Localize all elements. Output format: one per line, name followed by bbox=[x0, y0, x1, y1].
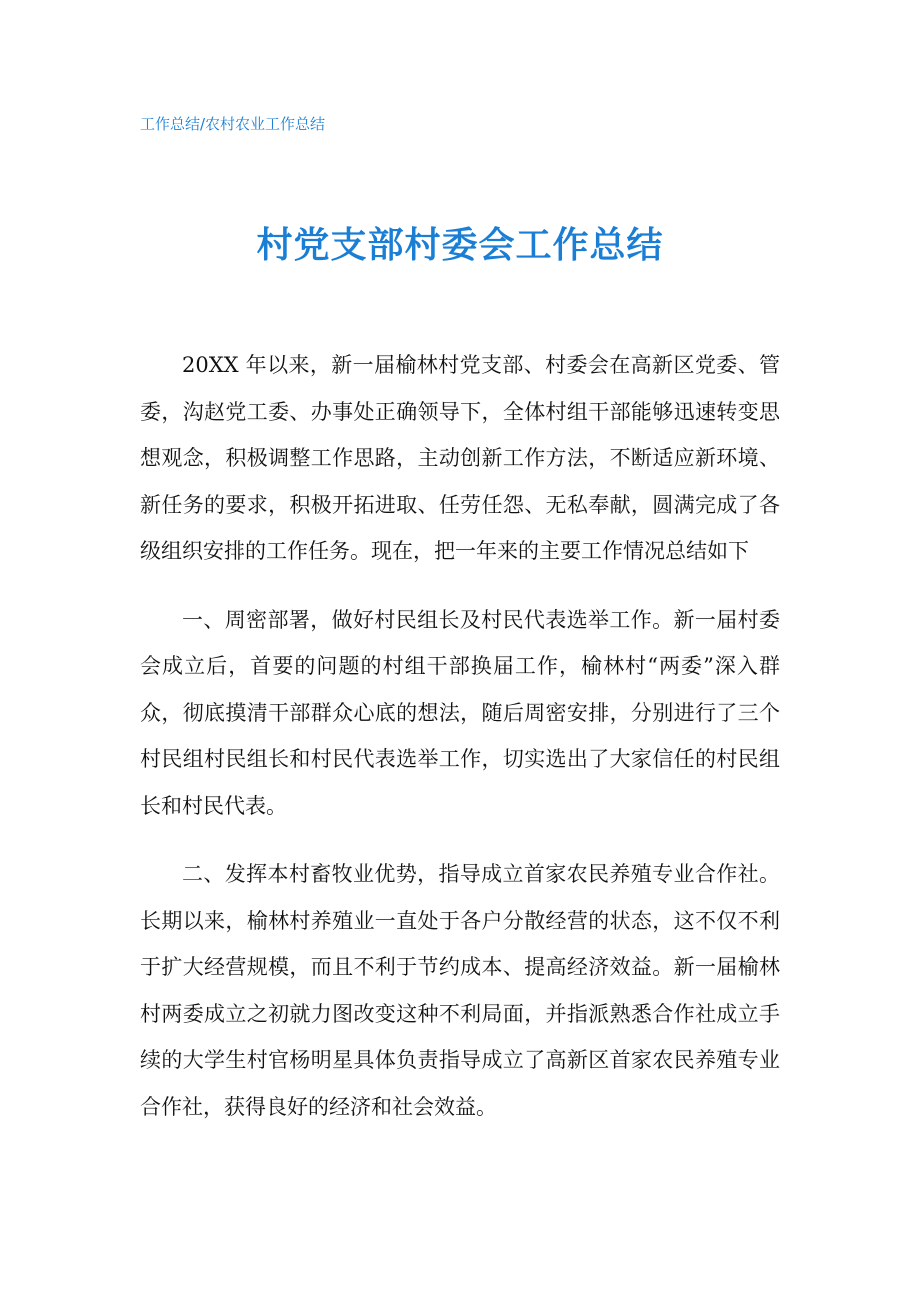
paragraph-intro: 20XX 年以来，新一届榆林村党支部、村委会在高新区党委、管委，沟赵党工委、办事处正确领导下，全体村组干部能够迅速转变思想观念，积极调整工作思路，主动创新工作方法，不断适应新环境、新任务的要求，积极开拓进取、任劳任怨、无私奉献，圆满完成了各级组织安排的工作任务。现在，把一年来的主要工作情况总结如下 bbox=[140, 353, 780, 563]
page-title: 村党支部村委会工作总结 bbox=[256, 225, 664, 266]
breadcrumb[interactable]: 工作总结/农村农业工作总结 bbox=[140, 115, 326, 133]
paragraph-section-1: 一、周密部署，做好村民组长及村民代表选举工作。新一届村委会成立后，首要的问题的村组干部换届工作，榆林村“两委”深入群众，彻底摸清干部群众心底的想法，随后周密安排，分别进行了三个村民组村民组长和村民代表选举工作，切实选出了大家信任的村民组长和村民代表。 bbox=[140, 607, 780, 818]
paragraph-section-2: 二、发挥本村畜牧业优势，指导成立首家农民养殖专业合作社。长期以来，榆林村养殖业一直处于各户分散经营的状态，这不仅不利于扩大经营规模，而且不利于节约成本、提高经济效益。新一届榆林村两委成立之初就力图改变这种不利局面，并指派熟悉合作社成立手续的大学生村官杨明星具体负责指导成立了高新区首家农民养殖专业合作社，获得良好的经济和社会效益。 bbox=[140, 862, 780, 1119]
document-body bbox=[140, 342, 780, 1152]
